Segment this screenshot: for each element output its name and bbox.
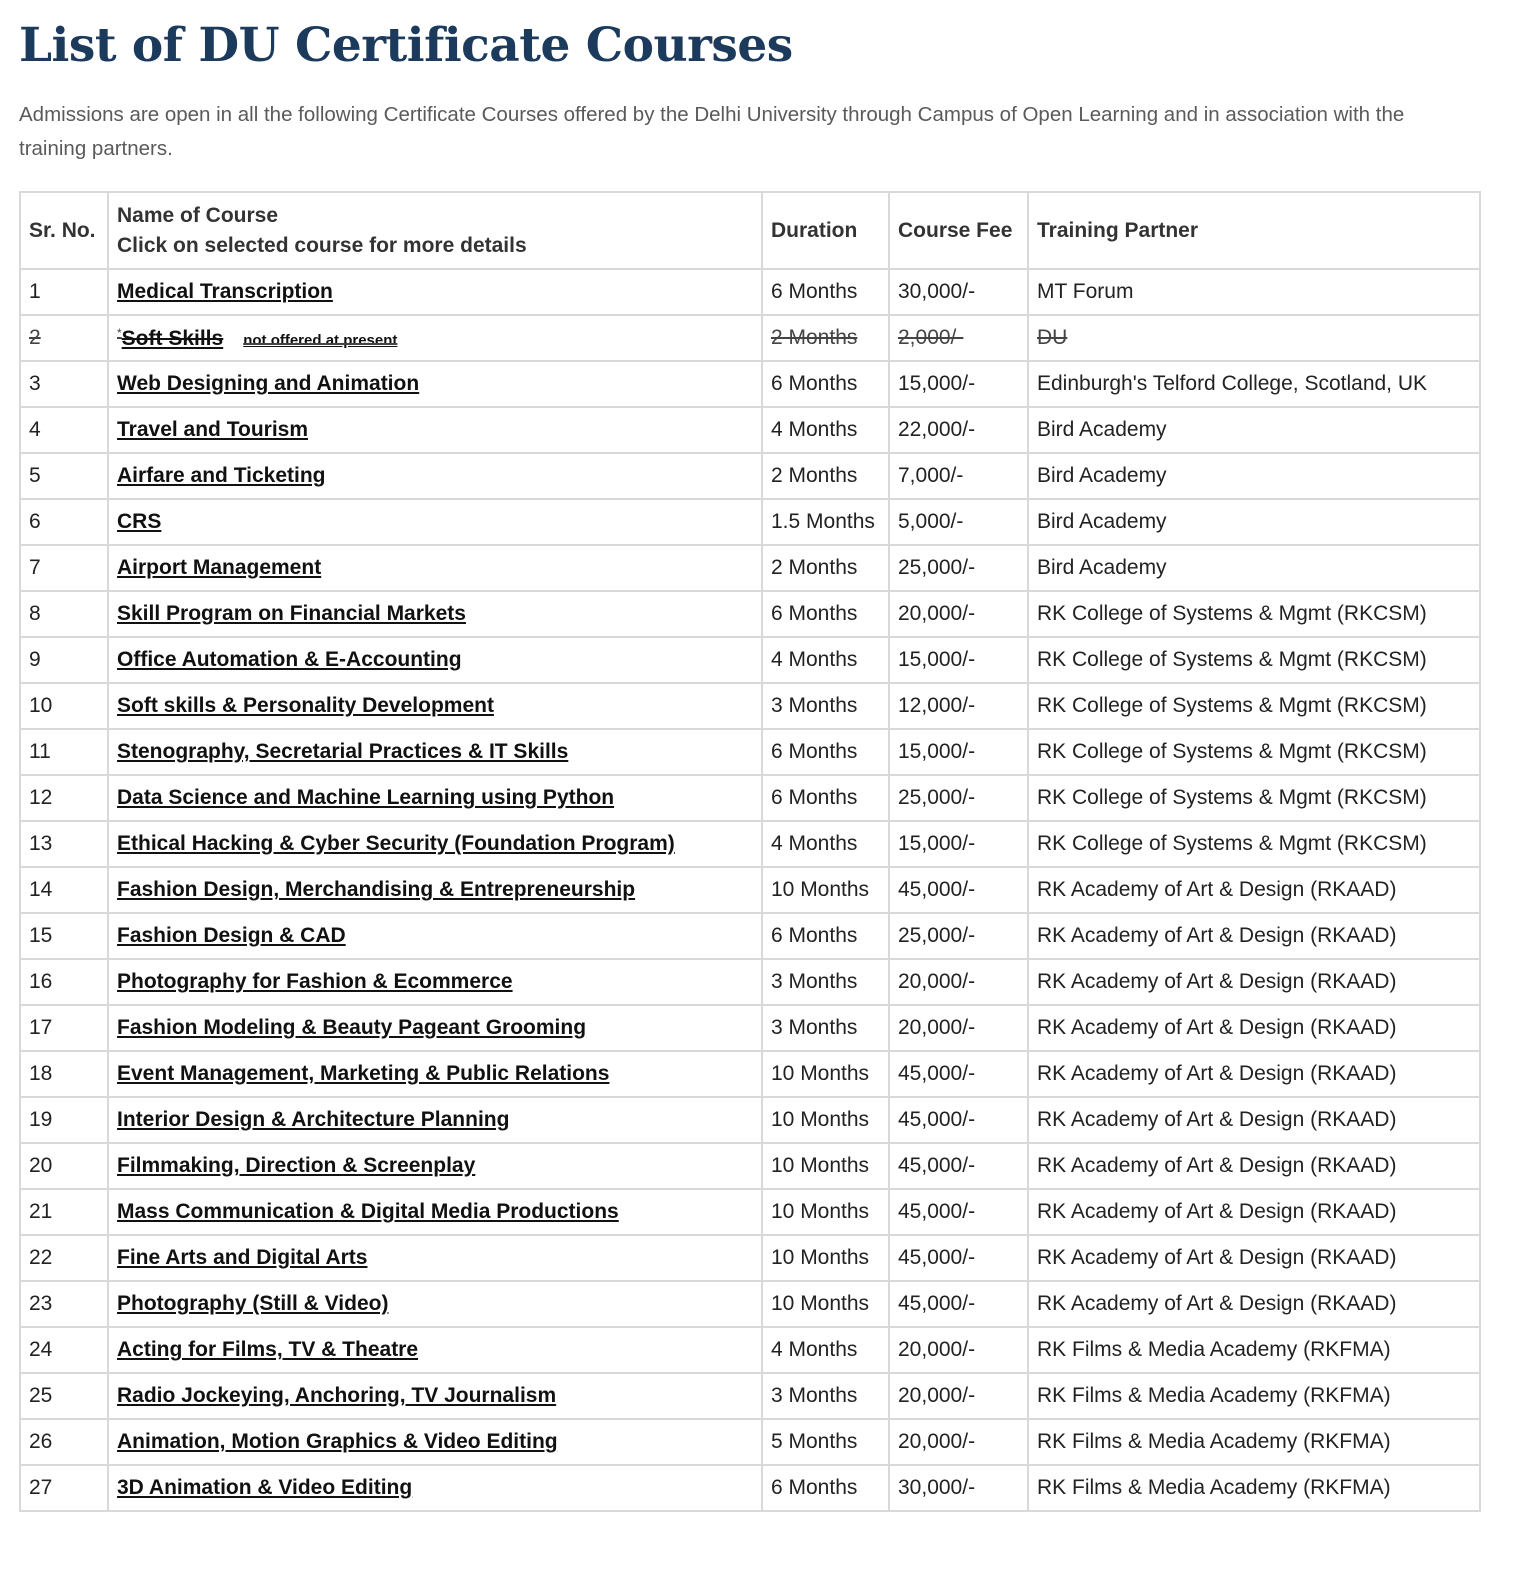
course-name-cell: [108, 315, 762, 361]
duration-cell: 10 Months: [762, 1235, 889, 1281]
page-title: List of DU Certificate Courses: [19, 18, 793, 73]
fee-cell: 45,000/-: [889, 1097, 1028, 1143]
table-row: [20, 269, 1480, 315]
table-row: [20, 913, 1480, 959]
footnote-marker: *: [117, 325, 122, 340]
course-name-cell: [108, 959, 762, 1005]
table-row: [20, 1373, 1480, 1419]
course-name-cell: [108, 1097, 762, 1143]
duration-cell: 4 Months: [762, 821, 889, 867]
course-name-cell: [108, 591, 762, 637]
duration-cell: 6 Months: [762, 913, 889, 959]
partner-cell: RK College of Systems & Mgmt (RKCSM): [1028, 637, 1480, 683]
duration-cell: 4 Months: [762, 637, 889, 683]
course-link[interactable]: Ethical Hacking & Cyber Security (Foundation Program): [117, 832, 675, 855]
duration-cell: 3 Months: [762, 1005, 889, 1051]
sr-no-cell: 20: [20, 1143, 108, 1189]
course-name-cell: [108, 1373, 762, 1419]
header-duration: Duration: [762, 192, 889, 269]
table-row: [20, 683, 1480, 729]
partner-cell: RK Academy of Art & Design (RKAAD): [1028, 1005, 1480, 1051]
course-name-cell: [108, 1327, 762, 1373]
course-link[interactable]: Medical Transcription: [117, 280, 333, 303]
table-row: [20, 729, 1480, 775]
course-name-cell: [108, 499, 762, 545]
course-name-cell: [108, 1051, 762, 1097]
table-row: [20, 1051, 1480, 1097]
course-name-cell: [108, 637, 762, 683]
course-link[interactable]: Fashion Modeling & Beauty Pageant Grooming: [117, 1016, 587, 1039]
table-row: [20, 1005, 1480, 1051]
fee-cell: 15,000/-: [889, 821, 1028, 867]
duration-cell: 3 Months: [762, 959, 889, 1005]
header-course-fee: Course Fee: [889, 192, 1028, 269]
partner-cell: RK College of Systems & Mgmt (RKCSM): [1028, 821, 1480, 867]
fee-cell: 12,000/-: [889, 683, 1028, 729]
header-course-name-label: Name of Course: [117, 203, 279, 227]
fee-cell: 15,000/-: [889, 729, 1028, 775]
course-link[interactable]: Acting for Films, TV & Theatre: [117, 1338, 419, 1361]
table-row: [20, 407, 1480, 453]
course-name-cell: [108, 545, 762, 591]
fee-cell: 22,000/-: [889, 407, 1028, 453]
course-link[interactable]: Office Automation & E-Accounting: [117, 648, 462, 671]
fee-cell: 7,000/-: [889, 453, 1028, 499]
partner-cell: RK Films & Media Academy (RKFMA): [1028, 1419, 1480, 1465]
partner-cell: RK Academy of Art & Design (RKAAD): [1028, 1097, 1480, 1143]
partner-cell: Bird Academy: [1028, 453, 1480, 499]
sr-no-cell: 2: [20, 315, 108, 361]
course-link[interactable]: Animation, Motion Graphics & Video Editing: [117, 1430, 558, 1453]
course-link[interactable]: Travel and Tourism: [117, 418, 308, 441]
header-course-name-hint: Click on selected course for more details: [117, 233, 527, 257]
duration-cell: 6 Months: [762, 269, 889, 315]
partner-cell: Edinburgh's Telford College, Scotland, UK: [1028, 361, 1480, 407]
fee-cell: 45,000/-: [889, 1235, 1028, 1281]
partner-cell: RK Academy of Art & Design (RKAAD): [1028, 867, 1480, 913]
table-row: [20, 1281, 1480, 1327]
sr-no-cell: 22: [20, 1235, 108, 1281]
duration-cell: 6 Months: [762, 729, 889, 775]
sr-no-cell: 12: [20, 775, 108, 821]
sr-no-cell: 8: [20, 591, 108, 637]
table-row: [20, 821, 1480, 867]
sr-no-cell: 27: [20, 1465, 108, 1511]
partner-cell: RK College of Systems & Mgmt (RKCSM): [1028, 683, 1480, 729]
sr-no-cell: 18: [20, 1051, 108, 1097]
course-name-cell: [108, 1419, 762, 1465]
fee-cell: 5,000/-: [889, 499, 1028, 545]
table-row: [20, 867, 1480, 913]
table-header-row: [20, 192, 1480, 269]
fee-cell: 20,000/-: [889, 1005, 1028, 1051]
course-link[interactable]: Event Management, Marketing & Public Relations: [117, 1062, 610, 1085]
course-name-cell: [108, 1465, 762, 1511]
course-link[interactable]: Photography for Fashion & Ecommerce: [117, 970, 513, 993]
duration-cell: 3 Months: [762, 683, 889, 729]
duration-cell: 5 Months: [762, 1419, 889, 1465]
fee-cell: 45,000/-: [889, 1281, 1028, 1327]
duration-cell: 2 Months: [762, 453, 889, 499]
course-link[interactable]: Fine Arts and Digital Arts: [117, 1246, 368, 1269]
fee-cell: 30,000/-: [889, 269, 1028, 315]
duration-cell: 3 Months: [762, 1373, 889, 1419]
sr-no-cell: 24: [20, 1327, 108, 1373]
partner-cell: RK Academy of Art & Design (RKAAD): [1028, 1189, 1480, 1235]
partner-cell: RK College of Systems & Mgmt (RKCSM): [1028, 591, 1480, 637]
duration-cell: 10 Months: [762, 1051, 889, 1097]
course-name-cell: [108, 1189, 762, 1235]
sr-no-cell: 13: [20, 821, 108, 867]
fee-cell: 45,000/-: [889, 867, 1028, 913]
duration-cell: 2 Months: [762, 545, 889, 591]
fee-cell: 25,000/-: [889, 545, 1028, 591]
fee-cell: 20,000/-: [889, 591, 1028, 637]
table-row: [20, 1235, 1480, 1281]
course-name-cell: [108, 1143, 762, 1189]
fee-cell: 45,000/-: [889, 1189, 1028, 1235]
sr-no-cell: 16: [20, 959, 108, 1005]
table-row: [20, 637, 1480, 683]
duration-cell: 4 Months: [762, 407, 889, 453]
course-link[interactable]: Airport Management: [117, 556, 322, 579]
table-row: [20, 1189, 1480, 1235]
course-link[interactable]: Soft skills & Personality Development: [117, 694, 494, 717]
courses-table: [19, 191, 1481, 1512]
sr-no-cell: 15: [20, 913, 108, 959]
fee-cell: 20,000/-: [889, 1419, 1028, 1465]
course-link[interactable]: Airfare and Ticketing: [117, 464, 326, 487]
course-link[interactable]: CRS: [117, 510, 162, 533]
course-name-cell: [108, 1235, 762, 1281]
fee-cell: 20,000/-: [889, 1373, 1028, 1419]
duration-cell: 4 Months: [762, 1327, 889, 1373]
table-row: [20, 1465, 1480, 1511]
sr-no-cell: 23: [20, 1281, 108, 1327]
sr-no-cell: 21: [20, 1189, 108, 1235]
partner-cell: Bird Academy: [1028, 407, 1480, 453]
course-link[interactable]: Filmmaking, Direction & Screenplay: [117, 1154, 476, 1177]
course-link[interactable]: Mass Communication & Digital Media Productions: [117, 1200, 619, 1223]
sr-no-cell: 9: [20, 637, 108, 683]
course-name-cell: [108, 407, 762, 453]
course-link[interactable]: Interior Design & Architecture Planning: [117, 1108, 510, 1131]
table-row: [20, 591, 1480, 637]
table-row: [20, 1419, 1480, 1465]
partner-cell: RK Academy of Art & Design (RKAAD): [1028, 1143, 1480, 1189]
partner-cell: Bird Academy: [1028, 499, 1480, 545]
course-name-cell: [108, 775, 762, 821]
sr-no-cell: 26: [20, 1419, 108, 1465]
course-name-cell: [108, 269, 762, 315]
fee-cell: 25,000/-: [889, 913, 1028, 959]
partner-cell: RK Academy of Art & Design (RKAAD): [1028, 1051, 1480, 1097]
sr-no-cell: 5: [20, 453, 108, 499]
table-row: [20, 959, 1480, 1005]
sr-no-cell: 19: [20, 1097, 108, 1143]
fee-cell: 45,000/-: [889, 1143, 1028, 1189]
partner-cell: Bird Academy: [1028, 545, 1480, 591]
fee-cell: 25,000/-: [889, 775, 1028, 821]
table-row: [20, 1097, 1480, 1143]
partner-cell: RK Academy of Art & Design (RKAAD): [1028, 1281, 1480, 1327]
course-link[interactable]: 3D Animation & Video Editing: [117, 1476, 413, 1499]
duration-cell: 10 Months: [762, 1143, 889, 1189]
course-link[interactable]: Stenography, Secretarial Practices & IT Skills: [117, 740, 569, 763]
sr-no-cell: 17: [20, 1005, 108, 1051]
table-row: [20, 453, 1480, 499]
duration-cell: 10 Months: [762, 1189, 889, 1235]
sr-no-cell: 4: [20, 407, 108, 453]
partner-cell: MT Forum: [1028, 269, 1480, 315]
header-course-name: [108, 192, 762, 269]
header-sr-no: Sr. No.: [20, 192, 108, 269]
partner-cell: RK Films & Media Academy (RKFMA): [1028, 1373, 1480, 1419]
course-link[interactable]: Data Science and Machine Learning using Python: [117, 786, 615, 809]
duration-cell: 2 Months: [762, 315, 889, 361]
course-name-cell: [108, 1281, 762, 1327]
sr-no-cell: 3: [20, 361, 108, 407]
partner-cell: RK Films & Media Academy (RKFMA): [1028, 1327, 1480, 1373]
sr-no-cell: 25: [20, 1373, 108, 1419]
header-training-partner: Training Partner: [1028, 192, 1480, 269]
partner-cell: RK Films & Media Academy (RKFMA): [1028, 1465, 1480, 1511]
table-row: [20, 1143, 1480, 1189]
course-name-cell: [108, 683, 762, 729]
sr-no-cell: 7: [20, 545, 108, 591]
course-link[interactable]: Photography (Still & Video): [117, 1292, 389, 1315]
table-row: [20, 499, 1480, 545]
fee-cell: 15,000/-: [889, 637, 1028, 683]
duration-cell: 10 Months: [762, 1097, 889, 1143]
partner-cell: RK Academy of Art & Design (RKAAD): [1028, 913, 1480, 959]
partner-cell: RK College of Systems & Mgmt (RKCSM): [1028, 775, 1480, 821]
table-row: [20, 315, 1480, 361]
fee-cell: 20,000/-: [889, 959, 1028, 1005]
intro-text: Admissions are open in all the following Certificate Courses offered by the Delhi University through Campus of Open Learning and in association with the training partners.: [19, 103, 1405, 160]
availability-note: not offered at present: [243, 331, 398, 349]
fee-cell: 45,000/-: [889, 1051, 1028, 1097]
course-link[interactable]: Web Designing and Animation: [117, 372, 420, 395]
duration-cell: 6 Months: [762, 361, 889, 407]
course-name-cell: [108, 821, 762, 867]
table-row: [20, 361, 1480, 407]
duration-cell: 10 Months: [762, 867, 889, 913]
course-link[interactable]: Radio Jockeying, Anchoring, TV Journalism: [117, 1384, 557, 1407]
sr-no-cell: 1: [20, 269, 108, 315]
sr-no-cell: 11: [20, 729, 108, 775]
partner-cell: RK College of Systems & Mgmt (RKCSM): [1028, 729, 1480, 775]
table-row: [20, 545, 1480, 591]
course-name-cell: [108, 1005, 762, 1051]
course-name-cell: [108, 729, 762, 775]
duration-cell: 10 Months: [762, 1281, 889, 1327]
fee-cell: 2,000/-: [889, 315, 1028, 361]
sr-no-cell: 10: [20, 683, 108, 729]
duration-cell: 6 Months: [762, 1465, 889, 1511]
sr-no-cell: 6: [20, 499, 108, 545]
fee-cell: 30,000/-: [889, 1465, 1028, 1511]
course-link[interactable]: Skill Program on Financial Markets: [117, 602, 466, 625]
course-link[interactable]: Fashion Design & CAD: [117, 924, 346, 947]
course-name-cell: [108, 453, 762, 499]
fee-cell: 20,000/-: [889, 1327, 1028, 1373]
course-name-cell: [108, 867, 762, 913]
duration-cell: 6 Months: [762, 591, 889, 637]
partner-cell: RK Academy of Art & Design (RKAAD): [1028, 959, 1480, 1005]
course-name-cell: [108, 913, 762, 959]
course-name-cell: [108, 361, 762, 407]
course-link[interactable]: Fashion Design, Merchandising & Entrepreneurship: [117, 878, 636, 901]
duration-cell: 1.5 Months: [762, 499, 889, 545]
table-row: [20, 1327, 1480, 1373]
partner-cell: RK Academy of Art & Design (RKAAD): [1028, 1235, 1480, 1281]
table-row: [20, 775, 1480, 821]
duration-cell: 6 Months: [762, 775, 889, 821]
fee-cell: 15,000/-: [889, 361, 1028, 407]
course-link[interactable]: Soft Skills: [121, 326, 224, 350]
sr-no-cell: 14: [20, 867, 108, 913]
partner-cell: DU: [1028, 315, 1480, 361]
